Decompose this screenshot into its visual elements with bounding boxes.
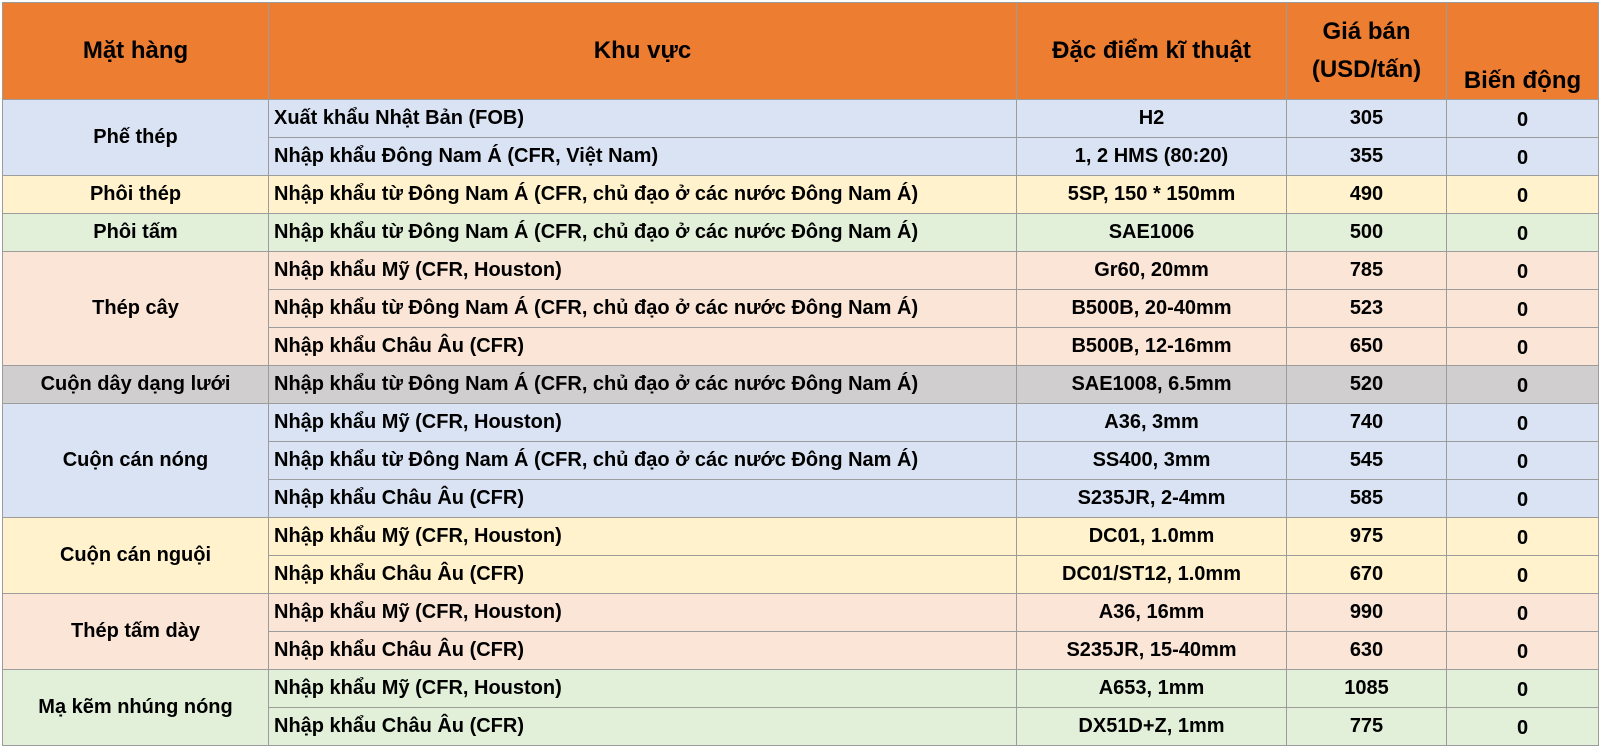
- table-row: [3, 214, 1599, 252]
- spec-cell: 5SP, 150 * 150mm: [1017, 176, 1287, 214]
- spec-cell: A36, 16mm: [1017, 594, 1287, 632]
- price-cell: 305: [1287, 100, 1447, 138]
- price-cell: 490: [1287, 176, 1447, 214]
- region-cell: Nhập khẩu từ Đông Nam Á (CFR, chủ đạo ở các nước Đông Nam Á): [269, 290, 1017, 328]
- price-cell: 630: [1287, 632, 1447, 670]
- item-cell: Mạ kẽm nhúng nóng: [3, 670, 269, 746]
- change-cell: 0: [1447, 214, 1599, 252]
- header-row: [3, 3, 1599, 100]
- change-cell: 0: [1447, 518, 1599, 556]
- item-cell: Phôi tấm: [3, 214, 269, 252]
- price-cell: 545: [1287, 442, 1447, 480]
- price-cell: 990: [1287, 594, 1447, 632]
- region-cell: Nhập khẩu Châu Âu (CFR): [269, 480, 1017, 518]
- price-cell: 1085: [1287, 670, 1447, 708]
- region-cell: Nhập khẩu Châu Âu (CFR): [269, 708, 1017, 746]
- spec-cell: Gr60, 20mm: [1017, 252, 1287, 290]
- change-cell: 0: [1447, 100, 1599, 138]
- table-row: [3, 100, 1599, 138]
- spec-cell: DC01, 1.0mm: [1017, 518, 1287, 556]
- change-cell: 0: [1447, 670, 1599, 708]
- change-cell: 0: [1447, 442, 1599, 480]
- region-cell: Nhập khẩu Mỹ (CFR, Houston): [269, 594, 1017, 632]
- change-cell: 0: [1447, 290, 1599, 328]
- header-price-line1: Giá bán: [1322, 18, 1411, 45]
- price-cell: 775: [1287, 708, 1447, 746]
- item-cell: Cuộn cán nguội: [3, 518, 269, 594]
- change-cell: 0: [1447, 594, 1599, 632]
- price-cell: 975: [1287, 518, 1447, 556]
- spec-cell: SAE1006: [1017, 214, 1287, 252]
- table-row: [3, 404, 1599, 442]
- change-cell: 0: [1447, 328, 1599, 366]
- price-cell: 740: [1287, 404, 1447, 442]
- price-cell: 670: [1287, 556, 1447, 594]
- item-cell: Thép tấm dày: [3, 594, 269, 670]
- price-cell: 650: [1287, 328, 1447, 366]
- spec-cell: A653, 1mm: [1017, 670, 1287, 708]
- change-cell: 0: [1447, 708, 1599, 746]
- price-cell: 585: [1287, 480, 1447, 518]
- steel-price-table: [2, 2, 1599, 746]
- spec-cell: S235JR, 2-4mm: [1017, 480, 1287, 518]
- spec-cell: SAE1008, 6.5mm: [1017, 366, 1287, 404]
- change-cell: 0: [1447, 138, 1599, 176]
- change-cell: 0: [1447, 556, 1599, 594]
- change-cell: 0: [1447, 480, 1599, 518]
- header-spec: Đặc điểm kĩ thuật: [1017, 3, 1287, 100]
- header-region: Khu vực: [269, 3, 1017, 100]
- price-cell: 520: [1287, 366, 1447, 404]
- region-cell: Nhập khẩu Mỹ (CFR, Houston): [269, 404, 1017, 442]
- price-cell: 500: [1287, 214, 1447, 252]
- region-cell: Nhập khẩu Châu Âu (CFR): [269, 632, 1017, 670]
- spec-cell: 1, 2 HMS (80:20): [1017, 138, 1287, 176]
- table-row: [3, 176, 1599, 214]
- change-cell: 0: [1447, 404, 1599, 442]
- item-cell: Cuộn cán nóng: [3, 404, 269, 518]
- change-cell: 0: [1447, 366, 1599, 404]
- header-price: [1287, 3, 1447, 100]
- change-cell: 0: [1447, 632, 1599, 670]
- region-cell: Nhập khẩu từ Đông Nam Á (CFR, chủ đạo ở các nước Đông Nam Á): [269, 366, 1017, 404]
- item-cell: Phế thép: [3, 100, 269, 176]
- price-cell: 785: [1287, 252, 1447, 290]
- change-cell: 0: [1447, 176, 1599, 214]
- region-cell: Nhập khẩu từ Đông Nam Á (CFR, chủ đạo ở các nước Đông Nam Á): [269, 442, 1017, 480]
- header-price-line2: (USD/tấn): [1311, 56, 1422, 83]
- region-cell: Xuất khẩu Nhật Bản (FOB): [269, 100, 1017, 138]
- header-change: Biến động: [1447, 3, 1599, 100]
- region-cell: Nhập khẩu Châu Âu (CFR): [269, 556, 1017, 594]
- item-cell: Phôi thép: [3, 176, 269, 214]
- table-row: [3, 594, 1599, 632]
- region-cell: Nhập khẩu từ Đông Nam Á (CFR, chủ đạo ở các nước Đông Nam Á): [269, 176, 1017, 214]
- region-cell: Nhập khẩu Mỹ (CFR, Houston): [269, 252, 1017, 290]
- spec-cell: DX51D+Z, 1mm: [1017, 708, 1287, 746]
- table-row: [3, 252, 1599, 290]
- table-body: [3, 100, 1599, 746]
- spec-cell: H2: [1017, 100, 1287, 138]
- spec-cell: SS400, 3mm: [1017, 442, 1287, 480]
- spec-cell: S235JR, 15-40mm: [1017, 632, 1287, 670]
- item-cell: Thép cây: [3, 252, 269, 366]
- region-cell: Nhập khẩu Đông Nam Á (CFR, Việt Nam): [269, 138, 1017, 176]
- table-row: [3, 518, 1599, 556]
- item-cell: Cuộn dây dạng lưới: [3, 366, 269, 404]
- region-cell: Nhập khẩu từ Đông Nam Á (CFR, chủ đạo ở các nước Đông Nam Á): [269, 214, 1017, 252]
- spec-cell: B500B, 20-40mm: [1017, 290, 1287, 328]
- spec-cell: B500B, 12-16mm: [1017, 328, 1287, 366]
- price-cell: 355: [1287, 138, 1447, 176]
- table-row: [3, 670, 1599, 708]
- region-cell: Nhập khẩu Mỹ (CFR, Houston): [269, 518, 1017, 556]
- region-cell: Nhập khẩu Mỹ (CFR, Houston): [269, 670, 1017, 708]
- spec-cell: DC01/ST12, 1.0mm: [1017, 556, 1287, 594]
- change-cell: 0: [1447, 252, 1599, 290]
- region-cell: Nhập khẩu Châu Âu (CFR): [269, 328, 1017, 366]
- header-item: Mặt hàng: [3, 3, 269, 100]
- price-cell: 523: [1287, 290, 1447, 328]
- table-row: [3, 366, 1599, 404]
- spec-cell: A36, 3mm: [1017, 404, 1287, 442]
